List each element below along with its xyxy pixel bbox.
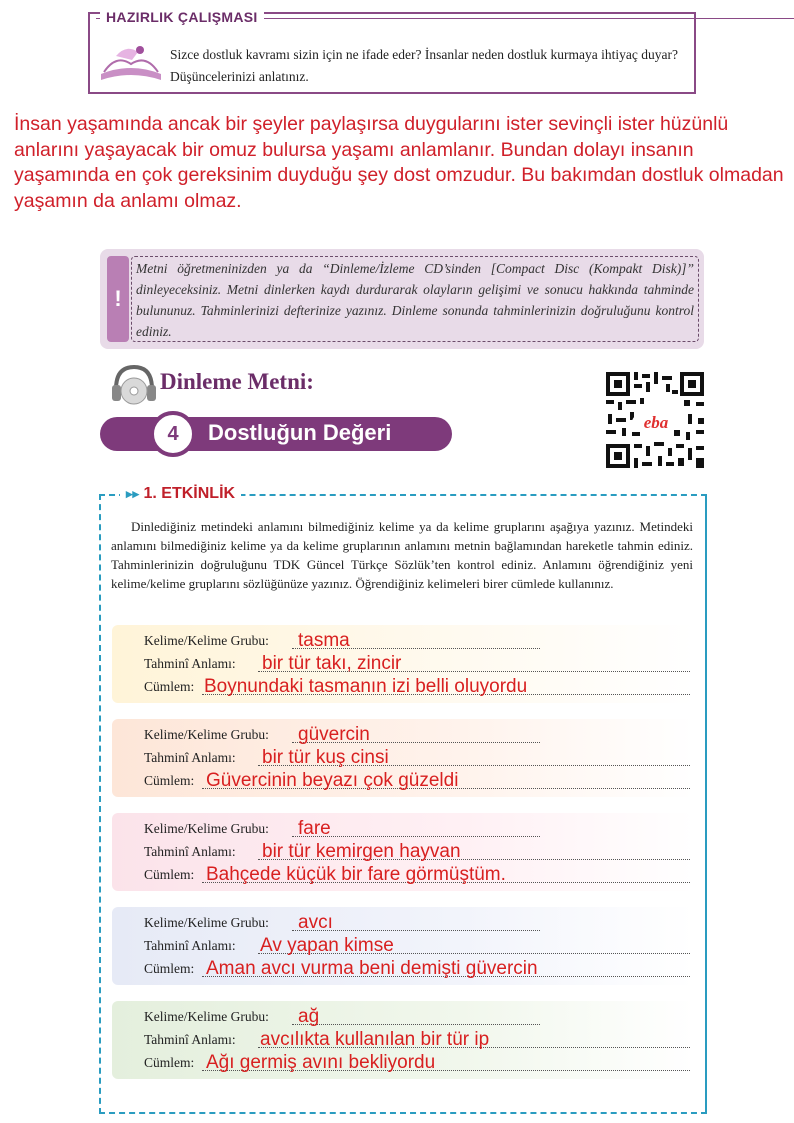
vocab-entry-5 (112, 1001, 694, 1079)
listening-note-text: Metni öğretmeninizden ya da “Dinleme/İzleme CD’sinden [Compact Disc (Kompakt Disk)]” dinleyeceksiniz. Metni dinlerken kaydı durdurarak olayların gelişimi ve sonucu hakkında tahminde bulununuz. Tahminlerinizi defterinize yazınız. Dinleme sonunda tahminlerinizin doğruluğunu kontrol ediniz. (136, 261, 694, 339)
preparation-text: Sizce dostluk kavramı sizin için ne ifade eder? İnsanlar neden dostluk kurmaya ihtiyaç duyar? Düşüncelerinizi anlatınız. (170, 47, 678, 84)
sentence-label: Cümlem: (144, 1055, 195, 1070)
sentence-answer[interactable]: Aman avcı vurma beni demişti güvercin (206, 958, 538, 979)
meaning-answer[interactable]: bir tür kemirgen hayvan (262, 841, 461, 862)
listening-heading: Dinleme Metni: (160, 369, 314, 394)
meaning-label: Tahminî Anlamı: (144, 844, 236, 859)
meaning-label: Tahminî Anlamı: (144, 656, 236, 671)
text-title: Dostluğun Değeri (208, 420, 392, 445)
meaning-answer[interactable]: Av yapan kimse (260, 935, 394, 956)
double-chevron-icon: ▸▸ (126, 486, 140, 501)
sentence-answer[interactable]: Boynundaki tasmanın izi belli oluyordu (204, 676, 528, 697)
word-label: Kelime/Kelime Grubu: (144, 915, 269, 930)
eba-logo: eba (643, 413, 669, 432)
exclamation-icon: ! (107, 256, 129, 342)
word-label: Kelime/Kelime Grubu: (144, 821, 269, 836)
vocab-entry-1 (112, 625, 694, 703)
vocab-entry-2 (112, 719, 694, 797)
intro-paragraph: İnsan yaşamında ancak bir şeyler paylaşırsa duygularını ister sevinçli ister hüzünlü anlarını yaşayacak bir omuz bulursa yaşamı anlamlanır. Bundan dolayı insanın yaşamında en çok gereksinim duyduğu şey dost omzudur. Bu bakımdan dostluk olmadan yaşamın da anlamı olmaz. (14, 113, 784, 212)
word-answer[interactable]: avcı (298, 912, 333, 933)
sentence-label: Cümlem: (144, 961, 195, 976)
meaning-answer[interactable]: avcılıkta kullanılan bir tür ip (260, 1029, 490, 1050)
activity-title (120, 485, 241, 503)
word-answer[interactable]: güvercin (298, 724, 370, 745)
word-answer[interactable]: tasma (298, 630, 350, 651)
sentence-answer[interactable]: Bahçede küçük bir fare görmüştüm. (206, 864, 506, 885)
sentence-answer[interactable]: Ağı germiş avını bekliyordu (206, 1052, 436, 1073)
sentence-label: Cümlem: (144, 867, 195, 882)
preparation-title: HAZIRLIK ÇALIŞMASI (100, 9, 264, 25)
meaning-answer[interactable]: bir tür takı, zincir (262, 653, 402, 674)
headphones-cd-icon (110, 363, 158, 407)
activity-instructions: Dinlediğiniz metindeki anlamını bilmediğiniz kelime ya da kelime gruplarını aşağıya yazınız. Metindeki anlamını bilmediğiniz kelime ya da kelime gruplarının anlamını metnin bağlamından hareketle tahmin ediniz. Tahminlerinizin doğruluğunu TDK Güncel Türkçe Sözlük’ten kontrol ediniz. Anlamını öğrendiğiniz yeni kelime/kelime gruplarını sözlüğünüze yazınız. Öğrendiğiniz kelimeleri birer cümlede kullanınız. (111, 519, 693, 591)
text-number-badge: 4 (150, 411, 196, 457)
meaning-label: Tahminî Anlamı: (144, 750, 236, 765)
open-book-icon (96, 34, 166, 84)
sentence-label: Cümlem: (144, 773, 195, 788)
vocab-entry-4 (112, 907, 694, 985)
vocab-entry-3 (112, 813, 694, 891)
word-answer[interactable]: fare (298, 818, 331, 839)
sentence-label: Cümlem: (144, 679, 195, 694)
word-label: Kelime/Kelime Grubu: (144, 1009, 269, 1024)
qr-code[interactable] (604, 370, 706, 470)
sentence-answer[interactable]: Güvercinin beyazı çok güzeldi (206, 770, 459, 791)
meaning-label: Tahminî Anlamı: (144, 938, 236, 953)
word-label: Kelime/Kelime Grubu: (144, 727, 269, 742)
meaning-label: Tahminî Anlamı: (144, 1032, 236, 1047)
word-answer[interactable]: ağ (298, 1006, 320, 1027)
meaning-answer[interactable]: bir tür kuş cinsi (262, 747, 389, 768)
word-label: Kelime/Kelime Grubu: (144, 633, 269, 648)
activity-title-text: 1. ETKİNLİK (143, 485, 236, 502)
